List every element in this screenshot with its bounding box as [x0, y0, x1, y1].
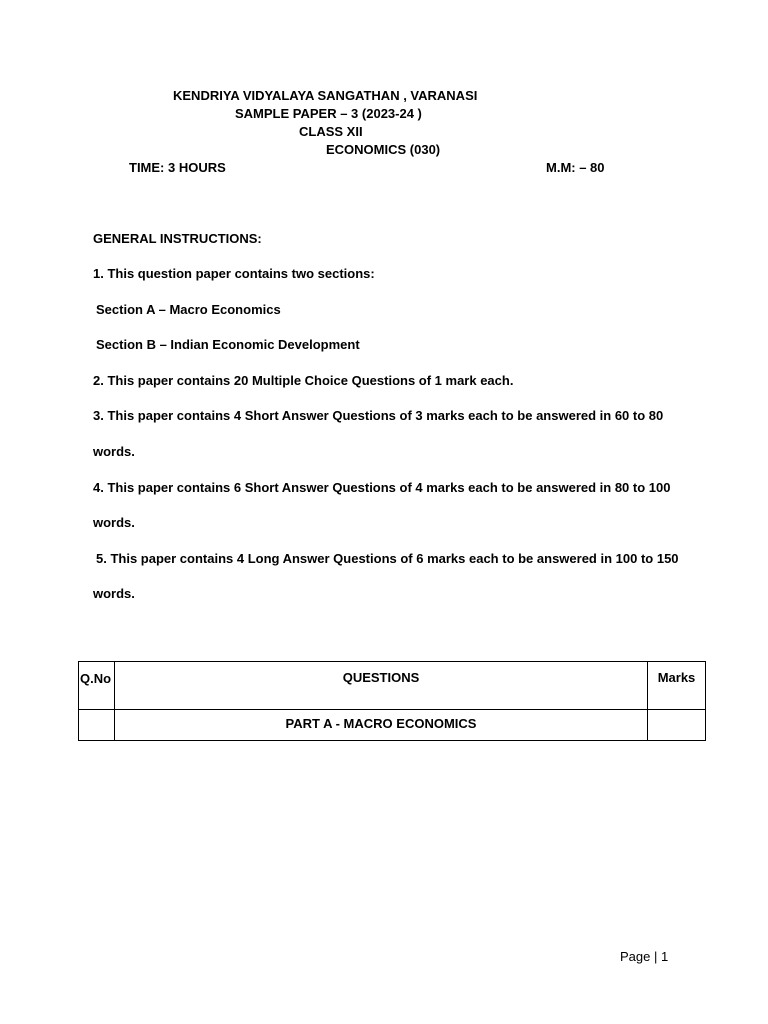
row-qno-cell: [79, 710, 115, 741]
instruction-3-continued: words.: [93, 444, 135, 459]
table-header-row: [79, 662, 706, 710]
instruction-5-continued: words.: [93, 586, 135, 601]
school-name: KENDRIYA VIDYALAYA SANGATHAN , VARANASI: [173, 88, 478, 103]
class-label: CLASS XII: [299, 124, 363, 139]
instructions-heading: GENERAL INSTRUCTIONS:: [93, 231, 262, 246]
part-a-heading: PART A - MACRO ECONOMICS: [115, 710, 648, 741]
questions-table: [78, 661, 706, 741]
table-row: [79, 710, 706, 741]
time-label: TIME: 3 HOURS: [129, 160, 226, 175]
header-questions: QUESTIONS: [115, 662, 648, 710]
section-a-label: Section A – Macro Economics: [96, 302, 281, 317]
subject-label: ECONOMICS (030): [326, 142, 441, 157]
instruction-1: 1. This question paper contains two sections:: [93, 266, 375, 281]
instruction-5: 5. This paper contains 4 Long Answer Questions of 6 marks each to be answered in 100 to 150: [96, 551, 679, 566]
instruction-3: 3. This paper contains 4 Short Answer Questions of 3 marks each to be answered in 60 to 80: [93, 408, 664, 423]
header-marks: Marks: [648, 662, 706, 710]
paper-title: SAMPLE PAPER – 3 (2023-24 ): [235, 106, 422, 121]
page-number: Page | 1: [620, 949, 669, 964]
max-marks-label: M.M: – 80: [546, 160, 605, 175]
instruction-2: 2. This paper contains 20 Multiple Choice Questions of 1 mark each.: [93, 373, 514, 388]
row-marks-cell: [648, 710, 706, 741]
instruction-4-continued: words.: [93, 515, 135, 530]
header-qno: Q.No: [79, 662, 115, 710]
instruction-4: 4. This paper contains 6 Short Answer Questions of 4 marks each to be answered in 80 to 100: [93, 480, 671, 495]
section-b-label: Section B – Indian Economic Development: [96, 337, 360, 352]
